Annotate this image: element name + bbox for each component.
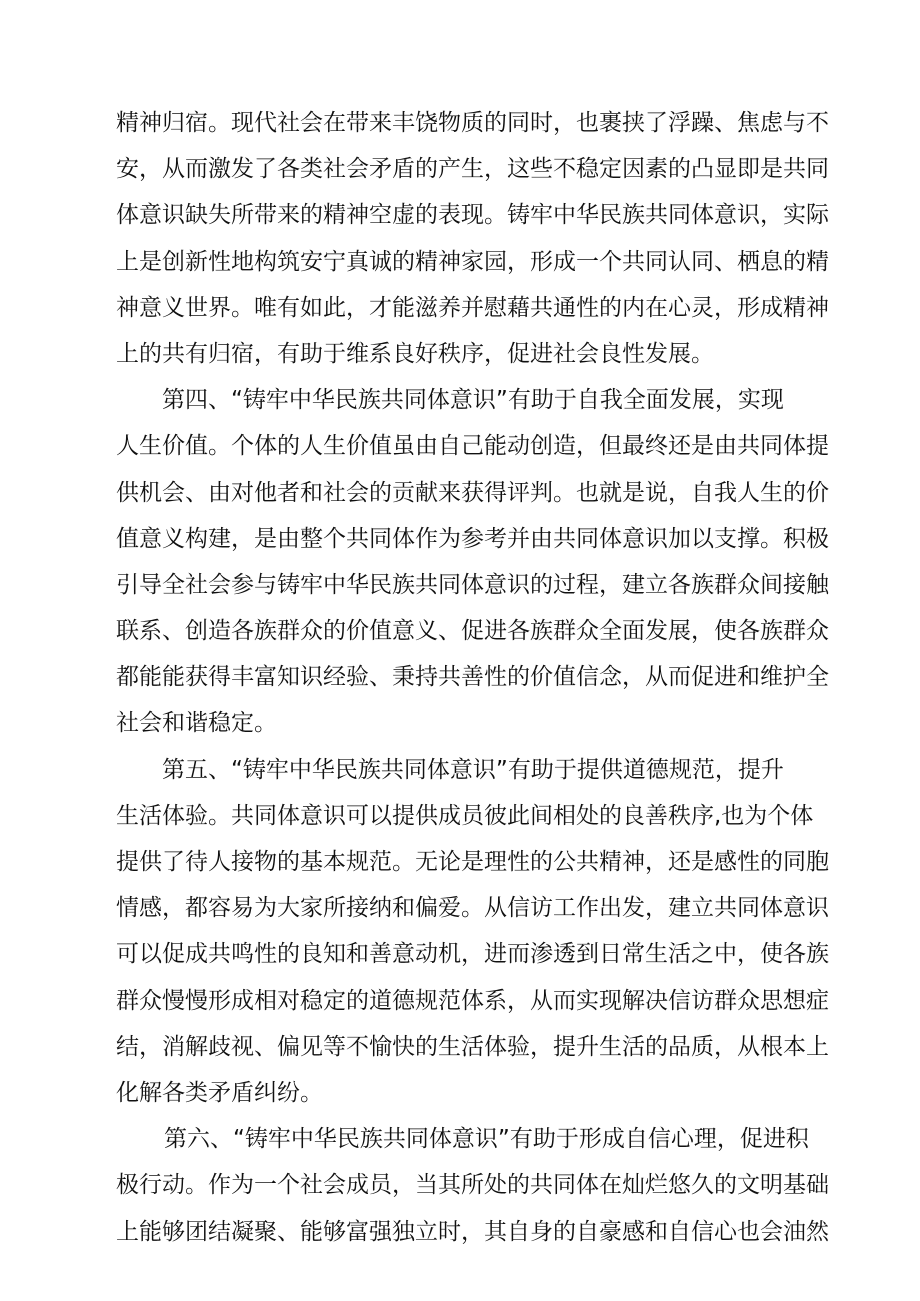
text-line: 结，消解歧视、偏见等不愉快的生活体验，提升生活的品质，从根本上 xyxy=(116,1033,829,1060)
text-line: 体意识缺失所带来的精神空虚的表现。铸牢中华民族共同体意识，实际 xyxy=(116,202,829,229)
text-line: 联系、创造各族群众的价值意义、促进各族群众全面发展，使各族群众 xyxy=(116,618,829,645)
body-text xyxy=(116,100,836,1255)
text-line: 社会和谐稳定。 xyxy=(116,710,277,737)
text-line: 精神归宿。现代社会在带来丰饶物质的同时，也裹挟了浮躁、焦虑与不 xyxy=(116,110,829,136)
text-line: 化解各类矛盾纠纷。 xyxy=(116,1079,323,1106)
text-line: 供机会、由对他者和社会的贡献来获得评判。也就是说，自我人生的价 xyxy=(116,479,829,506)
text-line: 安，从而激发了各类社会矛盾的产生，这些不稳定因素的凸显即是共同 xyxy=(116,156,829,183)
text-line: 都能能获得丰富知识经验、秉持共善性的价值信念，从而促进和维护全 xyxy=(116,664,829,691)
text-line: 上能够团结凝聚、能够富强独立时，其自身的自豪感和自信心也会油然 xyxy=(116,1218,829,1245)
text-line: 极行动。作为一个社会成员，当其所处的共同体在灿烂悠久的文明基础 xyxy=(116,1172,829,1199)
text-line: 上是创新性地构筑安宁真诚的精神家园，形成一个共同认同、栖息的精 xyxy=(116,248,829,275)
text-line: 情感，都容易为大家所接纳和偏爱。从信访工作出发，建立共同体意识 xyxy=(116,895,829,922)
text-line: 人生价值。个体的人生价值虽由自己能动创造，但最终还是由共同体提 xyxy=(116,433,829,460)
paragraph-heading-5: 第五、“铸牢中华民族共同体意识”有助于提供道德规范，提升 xyxy=(162,756,784,783)
text-line: 引导全社会参与铸牢中华民族共同体意识的过程，建立各族群众间接触 xyxy=(116,571,829,598)
text-line: 神意义世界。唯有如此，才能滋养并慰藉共通性的内在心灵，形成精神 xyxy=(116,294,829,321)
text-line: 群众慢慢形成相对稳定的道德规范体系，从而实现解决信访群众思想症 xyxy=(116,987,829,1014)
text-line: 上的共有归宿，有助于维系良好秩序，促进社会良性发展。 xyxy=(116,340,714,367)
text-line: 可以促成共鸣性的良知和善意动机，进而渗透到日常生活之中，使各族 xyxy=(116,941,829,968)
text-line: 生活体验。共同体意识可以提供成员彼此间相处的良善秩序,也为个体 xyxy=(116,802,814,829)
paragraph-heading-6: 第六、“铸牢中华民族共同体意识”有助于形成自信心理，促进积 xyxy=(164,1126,809,1153)
paragraph-heading-4: 第四、“铸牢中华民族共同体意识”有助于自我全面发展，实现 xyxy=(162,387,784,414)
text-line: 提供了待人接物的基本规范。无论是理性的公共精神，还是感性的同胞 xyxy=(116,849,829,875)
text-line: 值意义构建，是由整个共同体作为参考并由共同体意识加以支撑。积极 xyxy=(116,525,829,552)
